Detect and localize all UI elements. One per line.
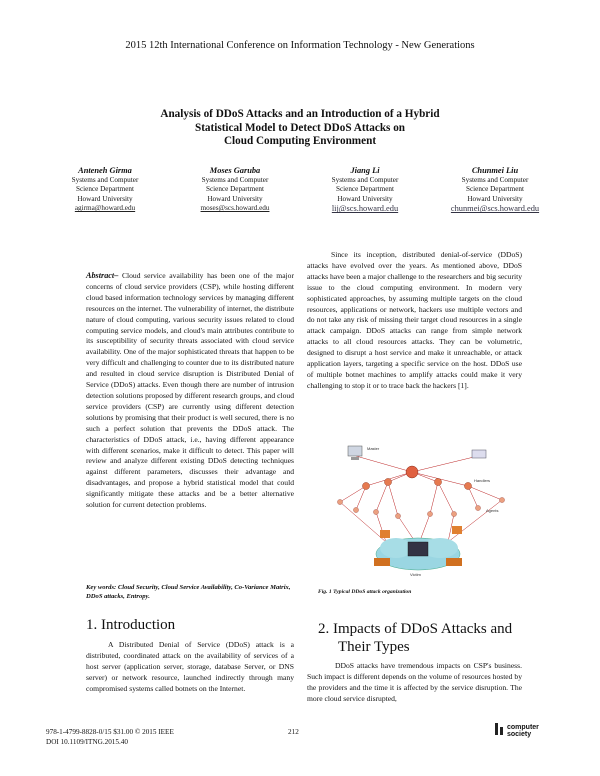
author-affiliation: Howard University [337,194,393,203]
master-node [406,466,418,478]
computer-society-logo [494,720,544,748]
logo-text [507,724,539,738]
handler-nodes [362,478,471,489]
author-block [430,166,560,214]
figure-caption: Fig. 1 Typical DDoS attack organization [318,589,412,595]
author-affiliation: Howard University [77,194,133,203]
author-name: Chunmei Liu [471,166,519,175]
abstract-body: Cloud service availability has been one of the major concerns of cloud service providers (CSP), while hosting different cloud based information technology services by managing different resources on the internet. The vulnerability of internet, the distribute nature of cloud computing, various security issues related to cloud computing service models, and cloud's main attributes contribute to its susceptibility of security threats associated with cloud service availability. One of the major sophisticated threats that happen to be very difficult and challenging to counter due to its distributed nature and resulted in cloud service disruption is Distributed Denial of Service (DDoS) attacks. Even though there are number of intrusion detection solutions proposed by different research groups, and cloud service providers (CSP) are currently using different detection solutions by promising that their product is well secured, there is no such a perfect solution that prevents the DDoS attack. The characteristics of DDoS attack, i.e., having different appearance with different scenarios, make it difficult to detect. This paper will review and analyze different existing DDoS detecting techniques against different parameters, discusses their advantage and disadvantages, and propose a hybrid statistical model that could significantly mitigate these attacks and be a better alternative solution for current detection problems. [86,271,294,510]
author-affiliation: Howard University [467,194,523,203]
author-name: Anteneh Girma [78,166,132,175]
author-list [40,166,560,214]
ieee-cs-mark-icon [494,722,506,736]
author-email[interactable]: moses@scs.howard.edu [200,204,270,213]
author-affiliation: Science Department [465,185,525,194]
introduction-paragraph: A Distributed Denial of Service (DDoS) attack is a distributed, coordinated attack on the availability of services of a host server (application server, storage, database Server, or DNS server) or network resource, launched indirectly through many compromised systems called botnets on the Internet. [86,640,294,693]
figure-label-victim: Victim [410,572,421,577]
section-heading-introduction: 1. Introduction [86,617,176,633]
figure-label-handlers: Handlers [474,478,491,483]
victim-cloud [374,526,462,570]
ddos-attack-figure [318,442,524,580]
conference-header: 2015 12th International Conference on Information Technology - New Generations [125,40,475,51]
abstract [86,271,294,511]
abstract-lead: Abstract– [86,271,119,280]
agent-nodes [337,497,504,518]
footer-copyright [46,728,174,747]
title-line-3: Cloud Computing Environment [223,135,377,147]
title-line-1: Analysis of DDoS Attacks and an Introduction of a Hybrid [160,108,440,120]
right-column-paragraph: Since its inception, distributed denial-of-service (DDoS) attacks have evolved over the years. As mentioned above, DDoS attacks have been a major challenge to the researchers and big security issue to the cloud computing environment. In modern very sophisticated approaches, by assuming multiple targets on the cloud resources, applications or network, hackers use multiple vectors and do not take any risk of missing their target cloud resources in a single attack campaign. DDoS attacks can range from simple network attacks to all cloud resources attacks. They can be volumetric, designed to disrupt a host service and make it unreachable, or attack application layers, targeting a specific service on the host. DDoS use of multiple botnet machines to amplify attacks could make it very challenging to stop it or to trace back the hackers [1]. [307,250,522,390]
logo-word-computer: computer [507,724,539,731]
author-affiliation: Systems and Computer [201,175,269,184]
author-affiliation: Science Department [335,185,395,194]
attacker-node [348,446,362,460]
author-email[interactable]: chunmei@scs.howard.edu [450,204,540,214]
author-name: Jiang Li [350,166,380,175]
author-affiliation: Science Department [205,185,265,194]
author-email[interactable]: agirma@howard.edu [74,204,136,213]
author-affiliation: Systems and Computer [331,175,399,184]
author-affiliation: Systems and Computer [461,175,529,184]
author-block [300,166,430,214]
author-email[interactable]: lij@scs.howard.edu [331,204,399,214]
figure-label-master: Master [367,446,380,451]
title-line-2: Statistical Model to Detect DDoS Attacks on [194,121,406,134]
page-number: 212 [288,728,299,736]
section2-paragraph: DDoS attacks have tremendous impacts on CSP's business. Such impact is different depends on the volume of resources hosted by the providers and the time it is affected by the service disruption. The more cloud service disrupted, [307,661,522,703]
figure-links [340,456,502,546]
server-node [472,450,486,458]
keywords: Key words: Cloud Security, Cloud Service Availability, Co-Variance Matrix, DDoS attacks, Entropy. [86,584,291,600]
section-heading-impacts [318,620,512,656]
author-affiliation: Systems and Computer [71,175,139,184]
author-block [170,166,300,214]
footer-isbn: 978-1-4799-8828-0/15 $31.00 © 2015 IEEE [46,728,174,736]
section-heading-line: 2. Impacts of DDoS Attacks and [318,621,513,637]
paper-title [100,108,500,149]
section-heading-line: Their Types [338,639,410,655]
author-name: Moses Garuba [209,166,261,175]
author-affiliation: Howard University [207,194,263,203]
author-affiliation: Science Department [75,185,135,194]
logo-word-society: society [507,731,532,738]
footer-doi: DOI 10.1109/ITNG.2015.40 [46,737,128,746]
figure-label-agents: Agents [486,508,499,513]
author-block [40,166,170,214]
